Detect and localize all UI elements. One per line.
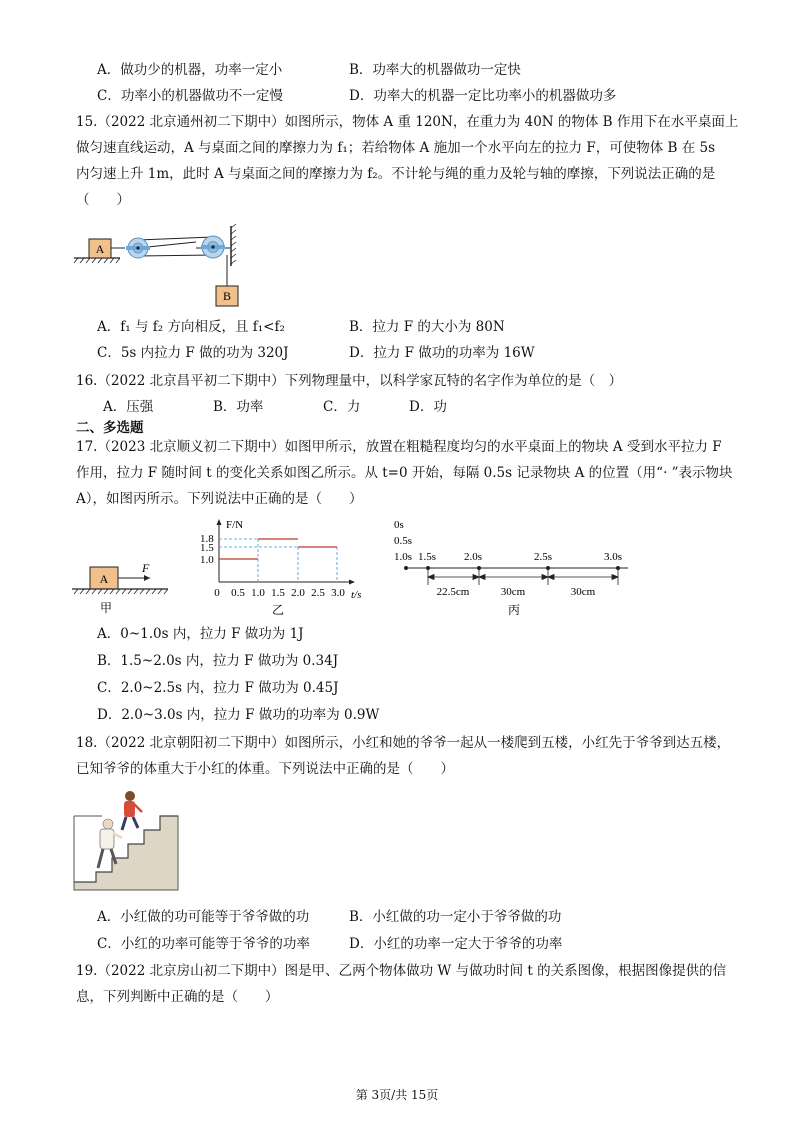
q17-option-b: B．1.5~2.0s 内，拉力 F 做功为 0.34J xyxy=(97,653,339,669)
q15-stem-line-1: 15.（2022 北京通州初二下期中）如图所示，物体 A 重 120N，在重力为 40N 的物体 B 作用下在水平桌面上 xyxy=(76,114,739,130)
block-a-label: A xyxy=(95,242,105,256)
q19-stem-line-1: 19.（2022 北京房山初二下期中）图是甲、乙两个物体做功 W 与做功时间 t 的关系图像，根据图像提供的信 xyxy=(76,963,727,979)
q16-option-c: C．力 xyxy=(323,399,361,415)
q17-bing-t10: 1.0s xyxy=(394,551,413,563)
q17-force-label: F xyxy=(142,561,150,575)
q17-yi-xlabel: t/s xyxy=(351,589,362,601)
q17-bing-d2: 30cm xyxy=(500,586,526,598)
q14-option-c: C．功率小的机器做功不一定慢 xyxy=(97,88,283,104)
q15-option-c: C．5s 内拉力 F 做的功为 320J xyxy=(97,345,289,361)
q17-yi-xtick-2-0: 2.0 xyxy=(291,587,305,599)
q17-bing-t05: 0.5s xyxy=(394,535,413,547)
q17-option-a: A．0~1.0s 内，拉力 F 做功为 1J xyxy=(97,626,304,642)
q15-stem-line-4: （ ） xyxy=(76,192,130,208)
q17-bing-t20: 2.0s xyxy=(464,551,483,563)
q14-option-d: D．功率大的机器一定比功率小的机器做功多 xyxy=(349,88,617,104)
q17-yi-xtick-2-5: 2.5 xyxy=(311,587,325,599)
q18-stem-line-2: 已知爷爷的体重大于小红的体重。下列说法中正确的是（ ） xyxy=(76,761,454,777)
q17-yi-ytick-1-0: 1.0 xyxy=(200,554,214,566)
q15-option-d: D．拉力 F 做功的功率为 16W xyxy=(349,345,535,361)
q17-stem-line-2: 作用，拉力 F 随时间 t 的变化关系如图乙所示。从 t=0 开始，每隔 0.5s 记录物块 A 的位置（用“· ”表示物块 xyxy=(76,465,733,481)
q18-option-b: B．小红做的功一定小于爷爷做的功 xyxy=(349,909,562,925)
q15-option-b: B．拉力 F 的大小为 80N xyxy=(349,319,505,335)
q16-option-d: D．功 xyxy=(409,399,447,415)
q17-yi-xtick-0: 0 xyxy=(214,587,220,599)
q17-figure-bing xyxy=(390,515,640,620)
q17-caption-jia: 甲 xyxy=(99,601,113,615)
q17-caption-bing: 丙 xyxy=(507,603,521,617)
q14-option-b: B．功率大的机器做功一定快 xyxy=(349,62,521,78)
q18-option-d: D．小红的功率一定大于爷爷的功率 xyxy=(349,936,563,952)
q18-stem-line-1: 18.（2022 北京朝阳初二下期中）如图所示，小红和她的爷爷一起从一楼爬到五楼，小红先于爷爷到达五楼， xyxy=(76,735,731,751)
q16-option-b: B．功率 xyxy=(213,399,264,415)
q18-option-c: C．小红的功率可能等于爷爷的功率 xyxy=(97,936,310,952)
q17-yi-ytick-1-5: 1.5 xyxy=(200,542,214,554)
page-number: 第 3页/共 15页 xyxy=(355,1088,439,1102)
q15-pulley-figure xyxy=(72,220,242,310)
q17-yi-xtick-1-5: 1.5 xyxy=(271,587,285,599)
q18-stairs-illustration xyxy=(72,786,182,894)
q15-stem-line-2: 做匀速直线运动，A 与桌面之间的摩擦力为 f₁；若给物体 A 施加一个水平向左的拉力 F，可使物体 B 在 5s xyxy=(76,140,716,156)
q17-bing-d1: 22.5cm xyxy=(436,586,470,598)
q17-bing-t30: 3.0s xyxy=(604,551,623,563)
q15-stem-line-3: 内匀速上升 1m，此时 A 与桌面之间的摩擦力为 f₂。不计轮与绳的重力及轮与轴的摩擦，下列说法正确的是 xyxy=(76,166,716,182)
q16-stem: 16.（2022 北京昌平初二下期中）下列物理量中，以科学家瓦特的名字作为单位的是（ ） xyxy=(76,373,623,389)
q17-bing-t25: 2.5s xyxy=(534,551,553,563)
q14-option-a: A．做功少的机器，功率一定小 xyxy=(97,62,283,78)
q17-option-c: C．2.0~2.5s 内，拉力 F 做功为 0.45J xyxy=(97,680,339,696)
q15-option-a: A．f₁ 与 f₂ 方向相反，且 f₁<f₂ xyxy=(97,319,285,335)
q17-stem-line-1: 17.（2023 北京顺义初二下期中）如图甲所示，放置在粗糙程度均匀的水平桌面上的物块 A 受到水平拉力 F xyxy=(76,439,722,455)
q17-yi-xtick-3-0: 3.0 xyxy=(331,587,345,599)
q18-option-a: A．小红做的功可能等于爷爷做的功 xyxy=(97,909,310,925)
block-b-label: B xyxy=(222,289,232,303)
q17-figure-jia xyxy=(70,558,180,618)
q17-yi-ylabel: F/N xyxy=(226,519,244,531)
q17-stem-line-3: A），如图丙所示。下列说法中正确的是（ ） xyxy=(76,491,363,507)
q17-bing-t0: 0s xyxy=(394,519,404,531)
q17-figure-yi xyxy=(192,515,377,620)
q17-yi-xtick-0-5: 0.5 xyxy=(231,587,245,599)
q17-bing-d3: 30cm xyxy=(570,586,596,598)
q17-yi-xtick-1-0: 1.0 xyxy=(251,587,265,599)
section-title-multiple-choice: 二、多选题 xyxy=(76,420,144,436)
q16-option-a: A．压强 xyxy=(103,399,154,415)
q17-block-a-label: A xyxy=(99,572,109,586)
q19-stem-line-2: 息，下列判断中正确的是（ ） xyxy=(76,989,279,1005)
q17-option-d: D．2.0~3.0s 内，拉力 F 做功的功率为 0.9W xyxy=(97,707,380,723)
q17-bing-t15: 1.5s xyxy=(418,551,437,563)
q17-yi-ytick-1-8: 1.8 xyxy=(200,533,214,545)
q17-caption-yi: 乙 xyxy=(271,603,285,617)
